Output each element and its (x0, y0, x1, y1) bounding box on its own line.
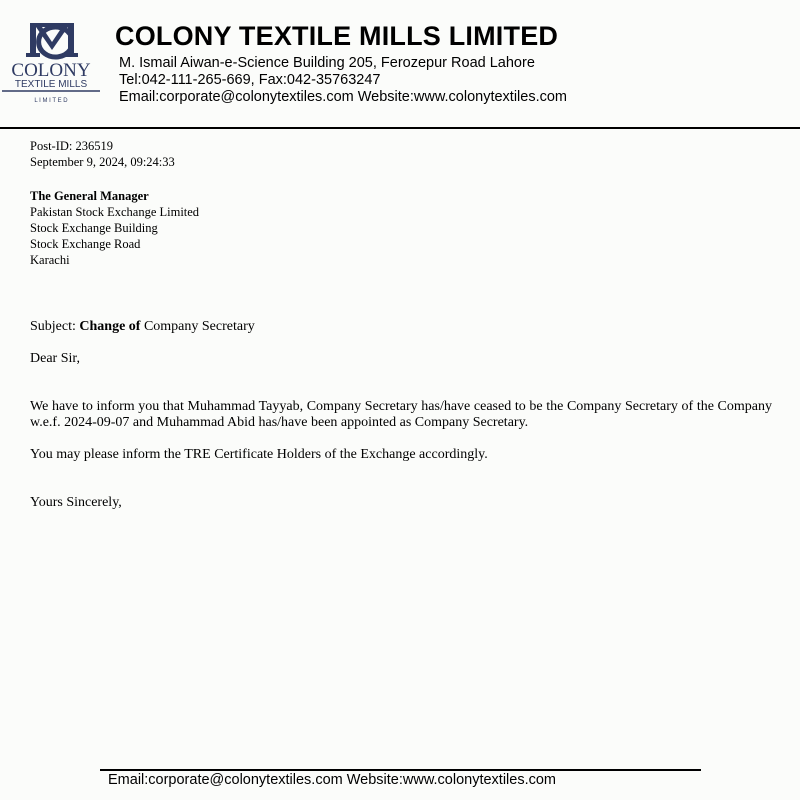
closing: Yours Sincerely, (30, 495, 122, 510)
recipient-line: Pakistan Stock Exchange Limited (30, 205, 200, 219)
recipient-block (30, 188, 199, 268)
recipient-line: Karachi (30, 253, 70, 267)
logo-word-limited: L I M I T E D (34, 98, 68, 104)
logo-word-colony: COLONY (11, 60, 91, 81)
recipient-line: Stock Exchange Building (30, 221, 158, 235)
subject-prefix: Subject: (30, 319, 80, 334)
letterhead (0, 0, 800, 128)
cm-monogram-logo-icon (0, 20, 102, 106)
subject-bold: Change of (79, 319, 141, 334)
salutation: Dear Sir, (30, 351, 80, 366)
footer-divider (100, 769, 701, 771)
company-name: COLONY TEXTILE MILLS LIMITED (115, 21, 559, 51)
logo-word-textile-mills: TEXTILE MILLS (14, 79, 88, 90)
recipient-line: Stock Exchange Road (30, 237, 141, 251)
company-email-website: Email:corporate@colonytextiles.com Website:www.colonytextiles.com (119, 89, 568, 105)
company-logo (0, 20, 102, 106)
header-divider (0, 127, 800, 129)
body-paragraph: You may please inform the TRE Certificate Holders of the Exchange accordingly. (30, 447, 488, 462)
subject-line (30, 319, 255, 335)
letter-datetime: September 9, 2024, 09:24:33 (30, 155, 175, 169)
post-id: Post-ID: 236519 (30, 139, 113, 153)
company-address: M. Ismail Aiwan-e-Science Building 205, Ferozepur Road Lahore (119, 55, 535, 71)
body-paragraph: We have to inform you that Muhammad Tayyab, Company Secretary has/have ceased to be the Company Secretary of the Company w.e.f. 2024-09-07 and Muhammad Abid has/have been appointed as Company Secretary. (30, 399, 772, 430)
subject-rest: Company Secretary (140, 319, 255, 334)
company-phones: Tel:042-111-265-669, Fax:042-35763247 (119, 72, 381, 88)
recipient-title: The General Manager (30, 189, 149, 203)
footer-contact: Email:corporate@colonytextiles.com Website:www.colonytextiles.com (108, 772, 557, 788)
letter-meta (30, 138, 175, 170)
